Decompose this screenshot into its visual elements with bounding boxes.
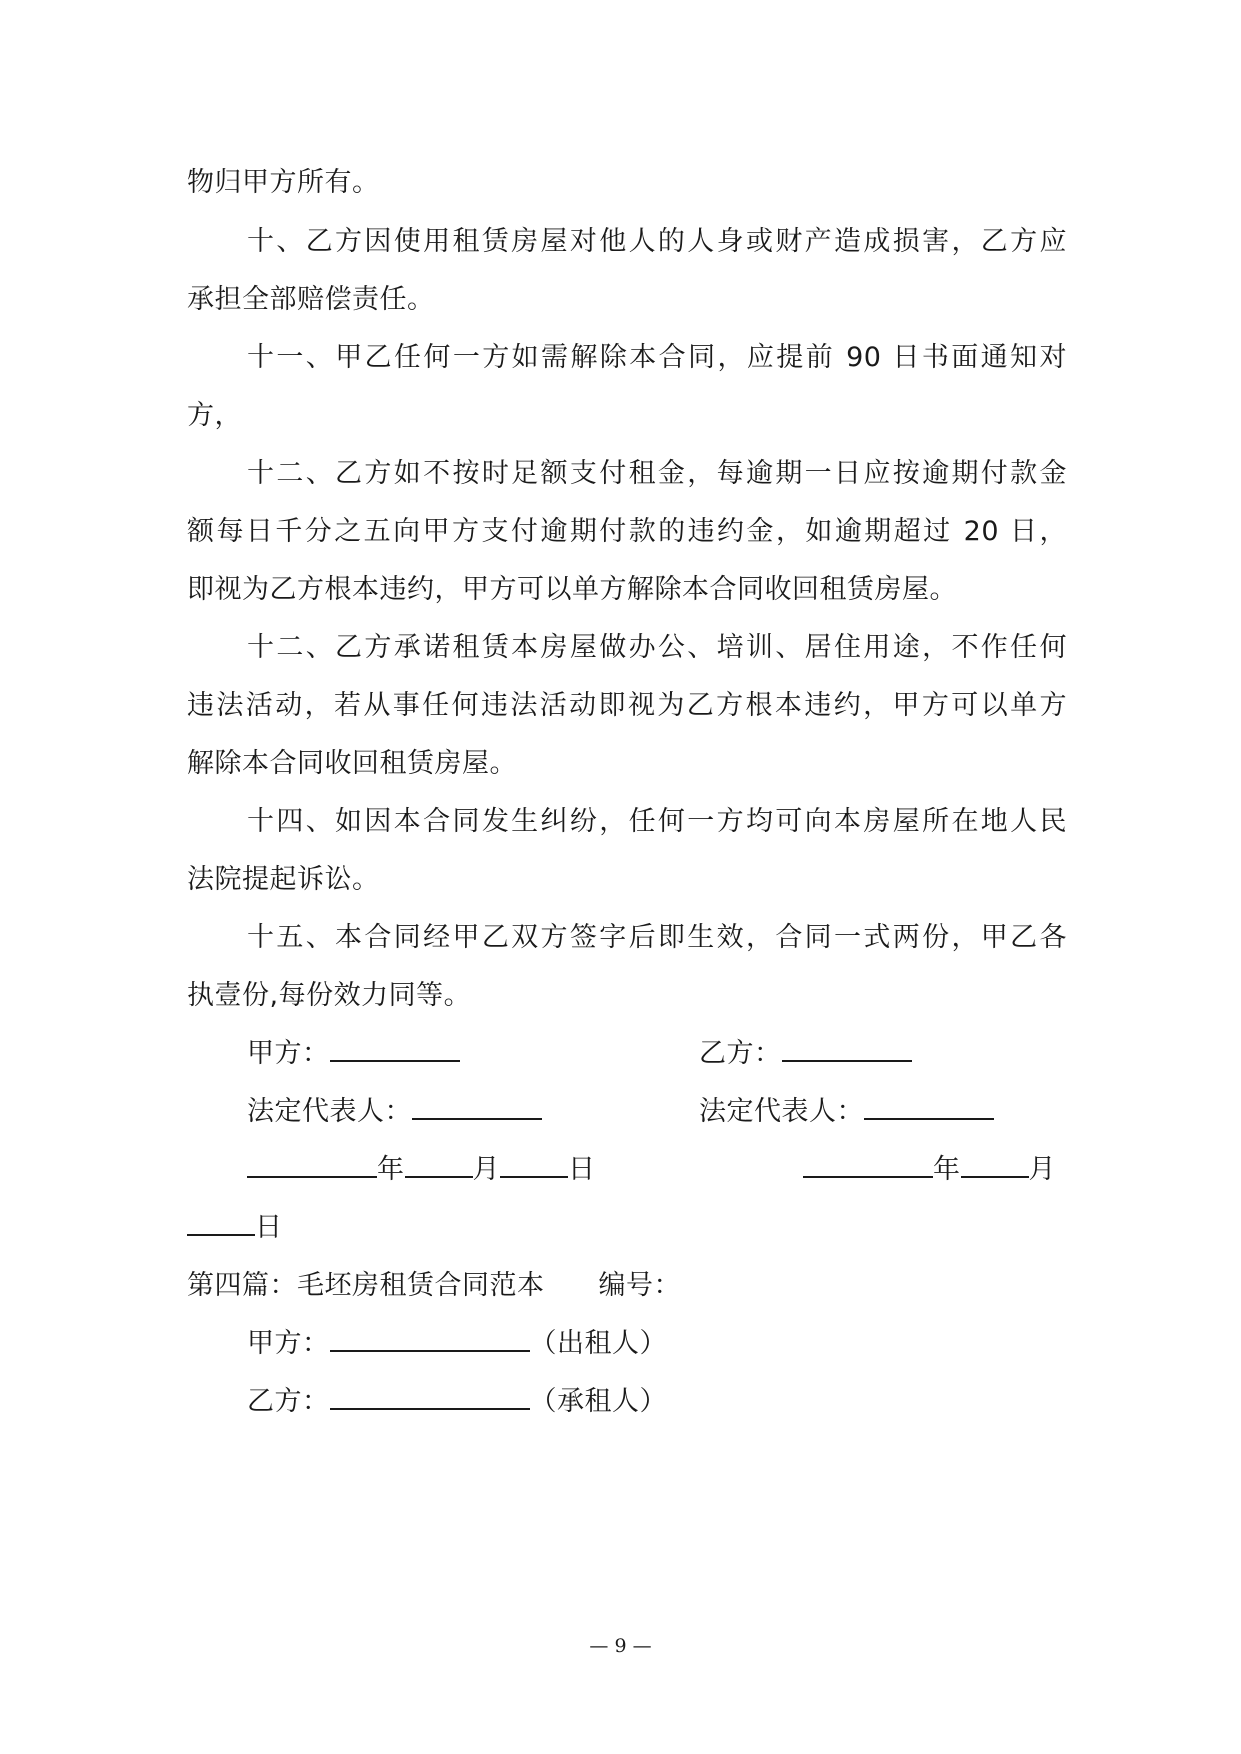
section-heading — [187, 1266, 1067, 1306]
clause-13-line-3: 解除本合同收回租赁房屋。 — [187, 748, 517, 779]
clause-10-line-1: 十、乙方因使用租赁房屋对他人的人身或财产造成损害，乙方应 — [247, 226, 1067, 257]
day-blank — [500, 1150, 568, 1178]
year-label: 年 — [933, 1154, 961, 1185]
party-a-label: 甲方： — [247, 1038, 330, 1069]
day-label: 日 — [255, 1212, 283, 1243]
party-a-blank — [330, 1034, 460, 1062]
clause-12-line-2: 额每日千分之五向甲方支付逾期付款的违约金，如逾期超过 20 日， — [187, 516, 1067, 547]
party-b-date — [803, 1150, 1083, 1190]
clause-13-line-2: 违法活动，若从事任何违法活动即视为乙方根本违约，甲方可以单方 — [187, 690, 1067, 721]
party-b-signature — [699, 1034, 1079, 1074]
clause-12-line-1: 十二、乙方如不按时足额支付租金，每逾期一日应按逾期付款金 — [247, 458, 1067, 489]
clause-15-line-2: 执壹份,每份效力同等。 — [187, 980, 472, 1011]
clause-11-line-2: 方， — [187, 400, 242, 431]
paragraph-line: 物归甲方所有。 — [187, 167, 380, 198]
legal-rep-label: 法定代表人： — [247, 1096, 412, 1127]
legal-rep-label: 法定代表人： — [699, 1096, 864, 1127]
party-b-label: 乙方： — [699, 1038, 782, 1069]
clause-10-line-2: 承担全部赔偿责任。 — [187, 284, 435, 315]
section-party-a-label: 甲方： — [247, 1328, 330, 1359]
day-blank — [187, 1208, 255, 1236]
section-party-b — [247, 1382, 1067, 1422]
party-a-date — [247, 1150, 667, 1190]
day-label: 日 — [568, 1154, 596, 1185]
legal-rep-blank — [864, 1092, 994, 1120]
section-title: 第四篇：毛坯房租赁合同范本 — [187, 1270, 545, 1301]
party-a-legal-rep — [247, 1092, 667, 1132]
clause-14-line-2: 法院提起诉讼。 — [187, 864, 380, 895]
section-party-b-blank — [330, 1382, 530, 1410]
clause-14-line-1: 十四、如因本合同发生纠纷，任何一方均可向本房屋所在地人民 — [247, 806, 1067, 837]
party-b-date-day — [187, 1208, 387, 1248]
lessee-role: （承租人） — [529, 1386, 667, 1417]
legal-rep-blank — [412, 1092, 542, 1120]
clause-15-line-1: 十五、本合同经甲乙双方签字后即生效，合同一式两份，甲乙各 — [247, 922, 1067, 953]
party-b-blank — [782, 1034, 912, 1062]
section-party-a — [247, 1324, 1067, 1364]
month-label: 月 — [1028, 1154, 1056, 1185]
section-party-b-label: 乙方： — [247, 1386, 330, 1417]
clause-12-line-3: 即视为乙方根本违约，甲方可以单方解除本合同收回租赁房屋。 — [187, 574, 957, 605]
party-b-legal-rep — [699, 1092, 1079, 1132]
section-party-a-blank — [330, 1324, 530, 1352]
month-blank — [961, 1150, 1029, 1178]
clause-13-line-1: 十二、乙方承诺租赁本房屋做办公、培训、居住用途，不作任何 — [247, 632, 1067, 663]
month-blank — [405, 1150, 473, 1178]
clause-11-line-1: 十一、甲乙任何一方如需解除本合同，应提前 90 日书面通知对 — [247, 342, 1067, 373]
year-blank — [803, 1150, 933, 1178]
contract-number-label: 编号： — [598, 1270, 681, 1301]
page-number: — 9 — — [589, 1635, 652, 1657]
month-label: 月 — [472, 1154, 500, 1185]
lessor-role: （出租人） — [529, 1328, 667, 1359]
year-label: 年 — [377, 1154, 405, 1185]
year-blank — [247, 1150, 377, 1178]
party-a-signature — [247, 1034, 647, 1074]
